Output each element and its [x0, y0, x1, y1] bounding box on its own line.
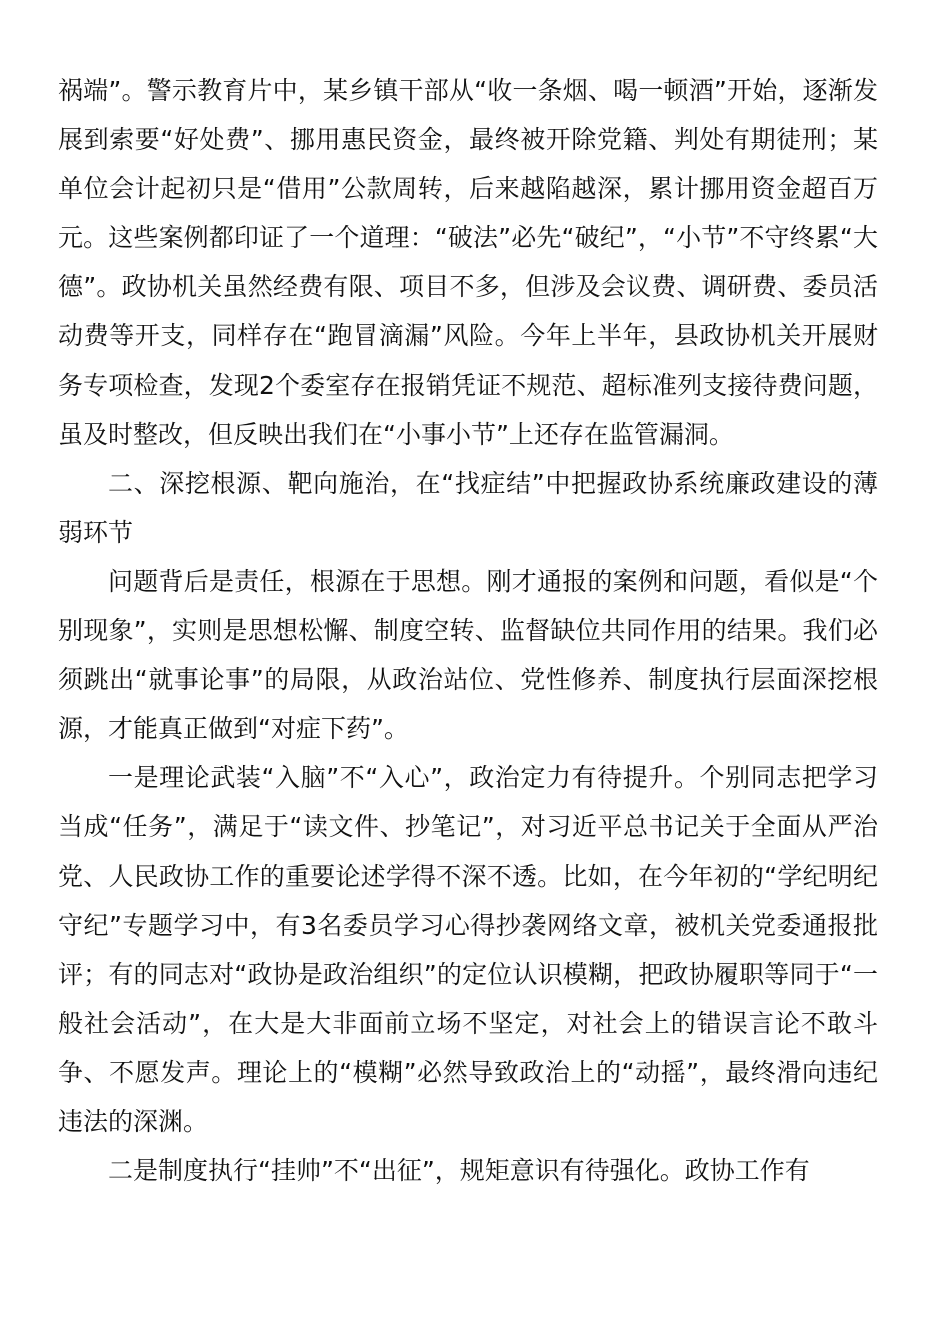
paragraph-root-cause: 问题背后是责任，根源在于思想。刚才通报的案例和问题，看似是“个别现象”，实则是思想松懈、制度空转、监督缺位共同作用的结果。我们必须跳出“就事论事”的局限，从政治站位、党性修养、制度执行层面深挖根源，才能真正做到“对症下药”。	[58, 566, 878, 744]
document-body	[58, 66, 878, 1195]
paragraph-continued: 祸端”。警示教育片中，某乡镇干部从“收一条烟、喝一顿酒”开始，逐渐发展到索要“好处费”、挪用惠民资金，最终被开除党籍、判处有期徒刑；某单位会计起初只是“借用”公款周转，后来越陷越深，累计挪用资金超百万元。这些案例都印证了一个道理：“破法”必先“破纪”，“小节”不守终累“大德”。政协机关虽然经费有限、项目不多，但涉及会议费、调研费、委员活动费等开支，同样存在“跑冒滴漏”风险。今年上半年，县政协机关开展财务专项检查，发现2个委室存在报销凭证不规范、超标准列支接待费问题，虽及时整改，但反映出我们在“小事小节”上还存在监管漏洞。	[58, 76, 878, 449]
section-heading: 二、深挖根源、靶向施治，在“找症结”中把握政协系统廉政建设的薄弱环节	[58, 468, 878, 547]
paragraph-point-one: 一是理论武装“入脑”不“入心”，政治定力有待提升。个别同志把学习当成“任务”，满足于“读文件、抄笔记”，对习近平总书记关于全面从严治党、人民政协工作的重要论述学得不深不透。比如，在今年初的“学纪明纪守纪”专题学习中，有3名委员学习心得抄袭网络文章，被机关党委通报批评；有的同志对“政协是政治组织”的定位认识模糊，把政协履职等同于“一般社会活动”，在大是大非面前立场不坚定，对社会上的错误言论不敢斗争、不愿发声。理论上的“模糊”必然导致政治上的“动摇”，最终滑向违纪违法的深渊。	[58, 763, 878, 1136]
paragraph-point-two: 二是制度执行“挂帅”不“出征”，规矩意识有待强化。政协工作有	[108, 1156, 810, 1186]
